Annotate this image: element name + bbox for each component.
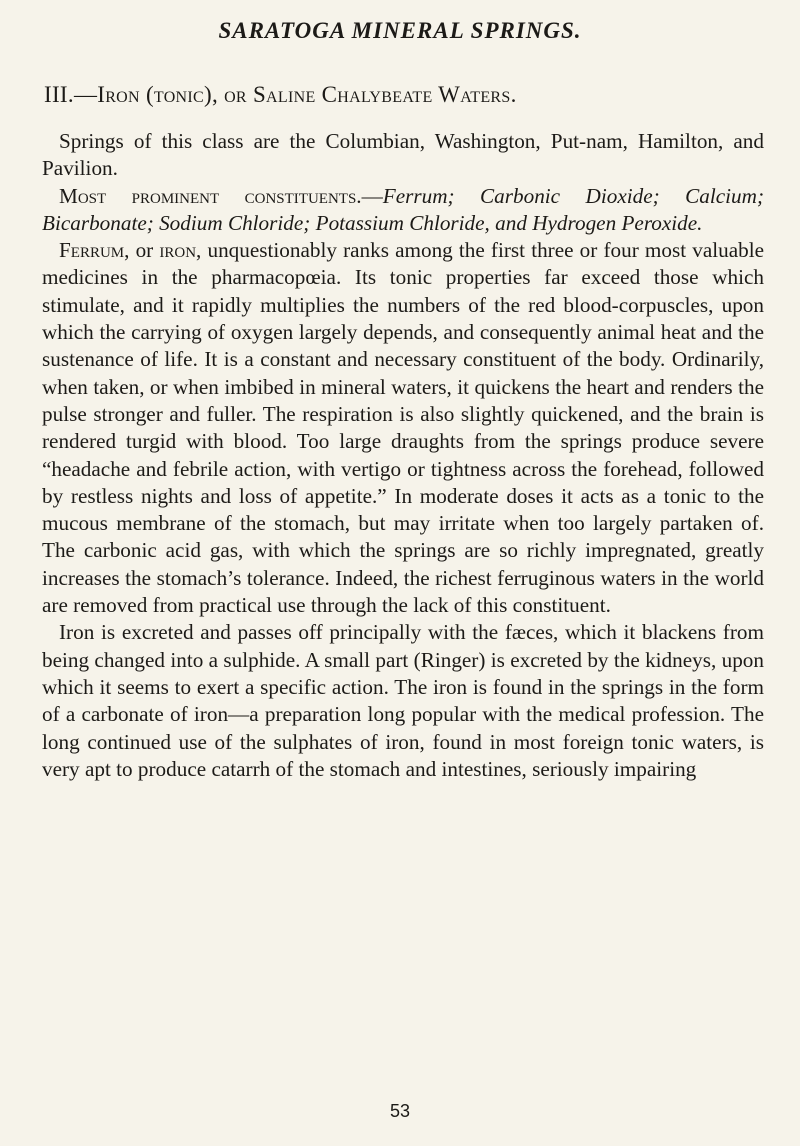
section-or: or: [224, 82, 247, 107]
paragraph-constituents: [42, 183, 764, 238]
ferrum-or: or: [135, 238, 154, 263]
ferrum-text: unquestionably ranks among the first three or four most valuable medicines in the pharmacopœia. Its tonic properties far exceed those which stimulate, and it rapidly multiplies the numbers of the red blood-corpuscles, upon which the carrying of oxygen largely depends, and consequently animal heat and the sustenance of life. It is a constant and necessary constituent of the body. Ordinarily, when taken, or when imbibed in mineral waters, it quickens the heart and renders the pulse stronger and fuller. The respiration is also slightly quickened, and the brain is rendered turgid with blood. Too large draughts from the springs produce severe “headache and febrile action, with vertigo or tightness across the forehead, followed by restless nights and loss of appetite.” In moderate doses it acts as a tonic to the mucous membrane of the stomach, but may irritate when too largely partaken of. The carbonic acid gas, with which the springs are so richly impregnated, greatly increases the stomach’s tolerance. Indeed, the richest ferruginous waters in the world are removed from practical use through the lack of this constituent.: [42, 238, 765, 618]
section-title-rest: Saline Chalybeate Waters.: [252, 82, 517, 107]
constituents-lead: Most prominent constituents.: [59, 183, 362, 208]
section-heading: [44, 82, 764, 108]
section-number: III.: [44, 82, 74, 107]
section-dash: —: [73, 82, 98, 107]
body-text: [42, 128, 764, 783]
constituents-list: Ferrum; Carbonic Dioxide; Calcium; Bicarbonate; Sodium Chloride; Potassium Chloride, and Hydrogen Peroxide.: [42, 183, 764, 235]
paragraph-excretion: Iron is excreted and passes off principally with the fæces, which it blackens from being changed into a sulphide. A small part (Ringer) is excreted by the kidneys, upon which it seems to exert a specific action. The iron is found in the springs in the form of a carbonate of iron—a preparation long popular with the medical profession. The long continued use of the sulphates of iron, found in most foreign tonic waters, is very apt to produce catarrh of the stomach and intestines, seriously impairing: [42, 620, 764, 781]
ferrum-lead: Ferrum,: [59, 238, 130, 263]
running-head: SARATOGA MINERAL SPRINGS.: [218, 18, 582, 43]
paragraph-springs-list: Springs of this class are the Columbian, Washington, Put-nam, Hamilton, and Pavilion.: [42, 129, 764, 181]
page-number: 53: [389, 1101, 411, 1121]
constituents-dash: —: [361, 183, 383, 208]
section-tonic: (tonic),: [145, 82, 219, 107]
ferrum-iron: iron,: [159, 238, 202, 263]
paragraph-ferrum: [42, 237, 764, 619]
section-word-iron: Iron: [97, 82, 140, 107]
book-page: [28, 0, 772, 1146]
